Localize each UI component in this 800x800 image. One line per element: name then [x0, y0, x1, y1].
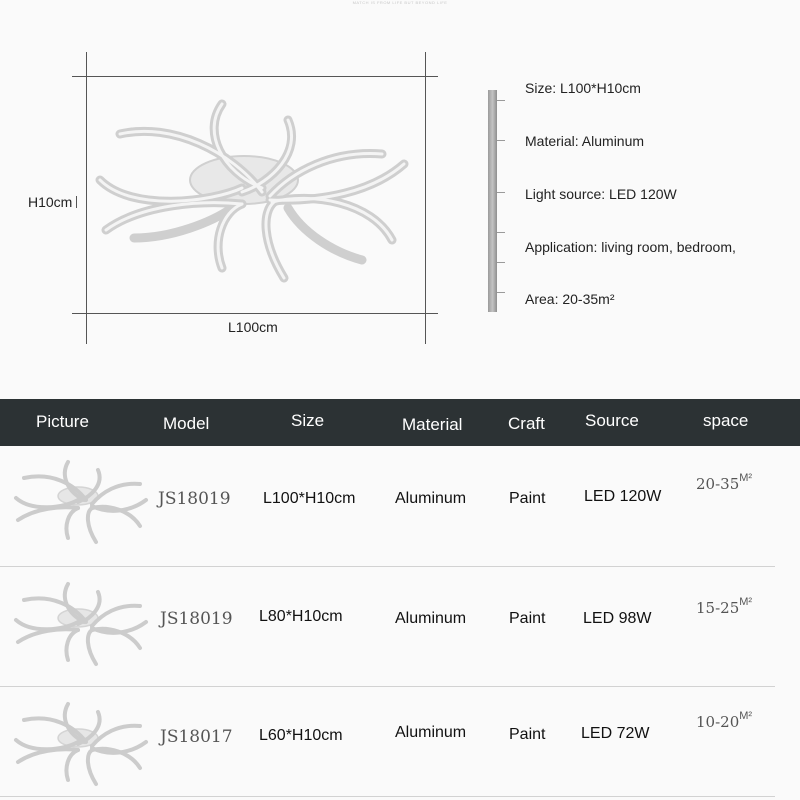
cell-material: Aluminum	[395, 490, 467, 507]
table-row	[0, 686, 800, 800]
dimension-diagram	[0, 0, 800, 395]
cell-material: Aluminum	[395, 610, 467, 627]
lamp-thumbnail	[12, 578, 152, 668]
spec-area: Area: 20-35m²	[525, 291, 615, 307]
ceiling-lamp-image	[92, 92, 412, 292]
space-value: 20-35	[696, 475, 740, 493]
table-row	[0, 446, 800, 566]
space-value: 10-20	[696, 713, 740, 731]
left-dimension-line	[86, 52, 87, 344]
spec-material: Material: Aluminum	[525, 133, 645, 149]
cell-size: L60*H10cm	[259, 727, 343, 744]
tick-mark	[497, 232, 505, 233]
height-tick	[76, 196, 77, 208]
header-model: Model	[163, 414, 210, 433]
bottom-dimension-line	[72, 313, 438, 314]
row-divider	[0, 796, 775, 797]
cell-model: JS18017	[160, 727, 233, 747]
cell-material: Aluminum	[395, 724, 467, 741]
cell-space	[696, 596, 752, 617]
space-unit: M²	[739, 472, 753, 484]
space-value: 15-25	[696, 599, 740, 617]
tick-mark	[497, 140, 505, 141]
cell-model: JS18019	[158, 489, 231, 509]
space-unit: M²	[739, 596, 753, 608]
right-dimension-line	[425, 52, 426, 344]
header-material: Material	[402, 415, 463, 434]
vertical-tick-bar	[488, 90, 497, 312]
spec-size: Size: L100*H10cm	[525, 80, 641, 96]
cell-size: L100*H10cm	[263, 490, 356, 507]
header-space: space	[703, 411, 749, 430]
tick-mark	[497, 292, 505, 293]
cell-craft: Paint	[509, 610, 546, 627]
header-size: Size	[291, 411, 325, 430]
height-label: H10cm	[28, 194, 73, 210]
tick-mark	[497, 262, 505, 263]
cell-space	[696, 710, 752, 731]
header-picture: Picture	[36, 412, 89, 431]
space-unit: M²	[739, 710, 753, 722]
spec-application: Application: living room, bedroom,	[525, 239, 736, 255]
cell-source: LED 72W	[581, 725, 650, 742]
cell-craft: Paint	[509, 726, 546, 743]
cell-source: LED 98W	[583, 610, 652, 627]
table-header	[0, 399, 800, 446]
cell-model: JS18019	[160, 609, 233, 629]
table-row	[0, 566, 800, 686]
spec-light-source: Light source: LED 120W	[525, 186, 677, 202]
length-label: L100cm	[228, 319, 278, 335]
lamp-thumbnail	[12, 698, 152, 788]
header-craft: Craft	[508, 414, 545, 433]
cell-space	[696, 472, 752, 493]
header-source: Source	[585, 411, 639, 430]
lamp-thumbnail	[12, 456, 152, 546]
cell-craft: Paint	[509, 490, 546, 507]
top-dimension-line	[72, 76, 438, 77]
cell-size: L80*H10cm	[259, 608, 343, 625]
tick-mark	[497, 100, 505, 101]
tick-mark	[497, 192, 505, 193]
cell-source: LED 120W	[584, 488, 662, 505]
top-caption: MATCH IS FROM LIFE BUT BEYOND LIFE	[352, 0, 448, 5]
